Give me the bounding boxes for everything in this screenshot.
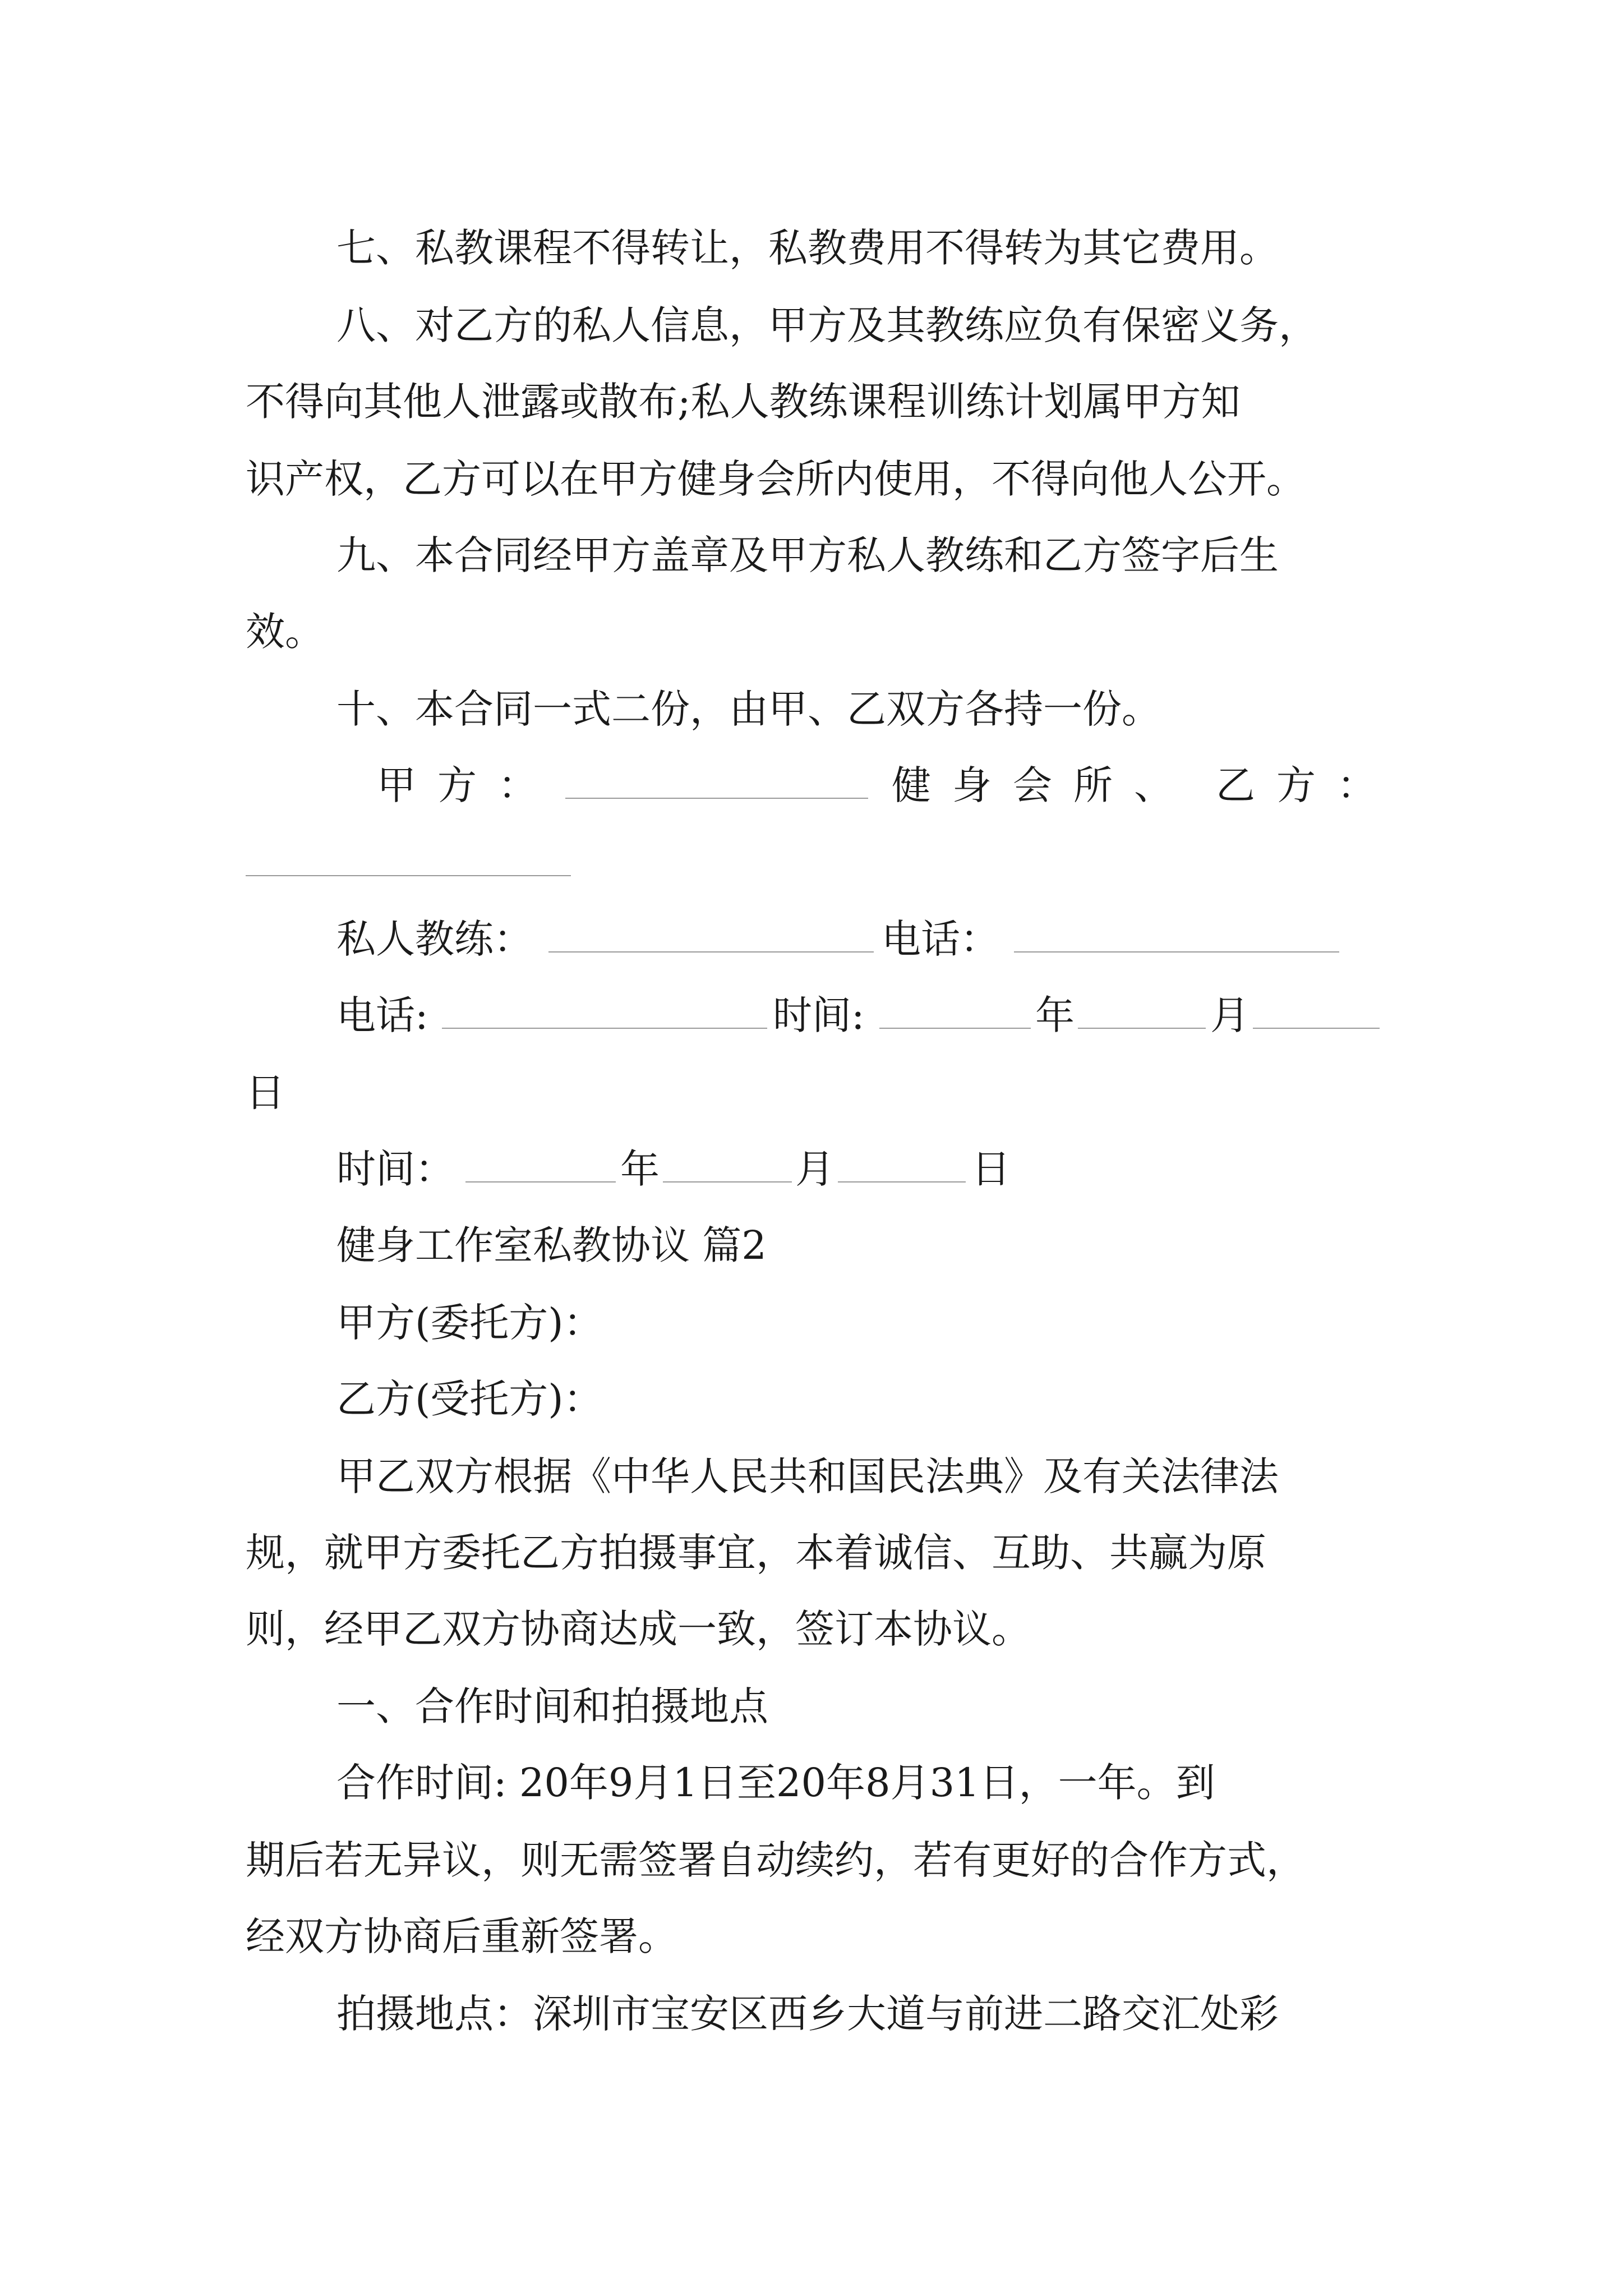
time-label-a: 时间: [773, 992, 865, 1038]
coop-time-cont-2: 经双方协商后重新签署。 [246, 1913, 677, 1959]
month-label-b: 月 [795, 1146, 834, 1192]
phone-label-b: 电话: [336, 992, 428, 1038]
heading-1: 一、合作时间和拍摄地点 [336, 1683, 768, 1729]
day-label-b: 日 [971, 1146, 1011, 1192]
coop-time-cont-1: 期后若无异议，则无需签署自动续约，若有更好的合作方式， [246, 1837, 1306, 1883]
trainer-label: 私人教练： [336, 916, 533, 962]
day-label-a: 日 [246, 1070, 285, 1116]
section-2-title: 健身工作室私教协议 篇2 [336, 1222, 767, 1268]
coop-time: 合作时间: 20年9月1日至20年8月31日，一年。到 [336, 1760, 1215, 1806]
preamble: 甲乙双方根据《中华人民共和国民法典》及有关法律法 [336, 1453, 1279, 1499]
clause-7: 七、私教课程不得转让，私教费用不得转为其它费用。 [336, 225, 1279, 271]
time-label-b: 时间： [336, 1146, 454, 1192]
day-blank-a [1253, 988, 1380, 1042]
phone-blank-a [1014, 912, 1339, 966]
shoot-location: 拍摄地点：深圳市宝安区西乡大道与前进二路交汇处彩 [336, 1991, 1279, 2037]
year-label-b: 年 [620, 1146, 660, 1192]
party-a-client: 甲方(委托方)： [336, 1300, 603, 1346]
preamble-cont-2: 则，经甲乙双方协商达成一致，签订本协议。 [246, 1606, 1031, 1652]
party-a-blank [565, 758, 868, 812]
clause-8-cont-1: 不得向其他人泄露或散布;私人教练课程训练计划属甲方知 [246, 379, 1241, 425]
phone-label-a: 电话： [882, 916, 999, 962]
day-blank-b [838, 1142, 966, 1196]
month-label-a: 月 [1210, 992, 1249, 1038]
year-label-a: 年 [1035, 992, 1075, 1038]
trainer-blank [548, 912, 874, 966]
party-a-label: 甲方： [377, 762, 559, 808]
clause-9: 九、本合同经甲方盖章及甲方私人教练和乙方签字后生 [336, 532, 1279, 578]
phone-blank-b [442, 988, 767, 1042]
party-b-label: 乙方： [1216, 762, 1398, 808]
preamble-cont-1: 规，就甲方委托乙方拍摄事宜，本着诚信、互助、共赢为原 [246, 1530, 1266, 1576]
year-blank-b [465, 1142, 616, 1196]
year-blank-a [879, 988, 1031, 1042]
clause-8: 八、对乙方的私人信息，甲方及其教练应负有保密义务， [336, 302, 1318, 348]
clause-9-cont: 效。 [246, 609, 324, 655]
month-blank-b [663, 1142, 792, 1196]
party-b-blank [246, 836, 571, 890]
clause-10: 十、本合同一式二份，由甲、乙双方各持一份。 [336, 686, 1161, 732]
party-b-agent: 乙方(受托方)： [336, 1376, 603, 1422]
month-blank-a [1078, 988, 1206, 1042]
clause-8-cont-2: 识产权，乙方可以在甲方健身会所内使用，不得向他人公开。 [246, 456, 1306, 502]
club-label: 健身会所、 [892, 762, 1195, 808]
